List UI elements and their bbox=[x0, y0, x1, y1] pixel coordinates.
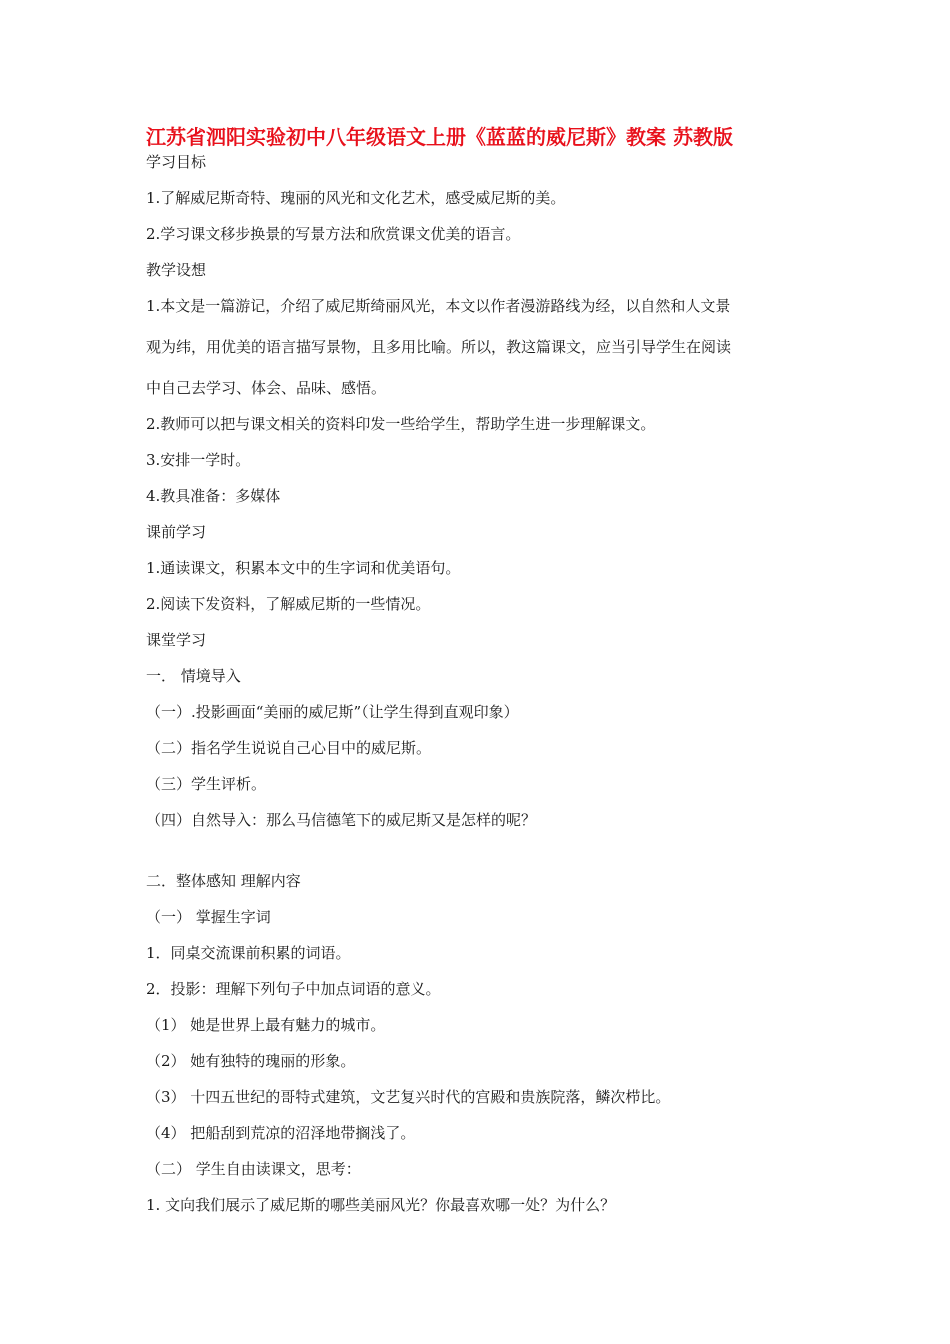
text-line: 2.教师可以把与课文相关的资料印发一些给学生，帮助学生进一步理解课文。 bbox=[146, 415, 656, 433]
text-line: （4） 把船刮到荒凉的沼泽地带搁浅了。 bbox=[146, 1124, 416, 1142]
text-line: （四）自然导入：那么马信德笔下的威尼斯又是怎样的呢？ bbox=[146, 811, 537, 829]
section-heading: 一． 情境导入 bbox=[146, 667, 241, 685]
heading-teaching-ideas: 教学设想 bbox=[146, 261, 207, 279]
text-line: 1.本文是一篇游记，介绍了威尼斯绮丽风光，本文以作者漫游路线为经，以自然和人文景 bbox=[146, 297, 731, 315]
text-line: 2.学习课文移步换景的写景方法和欣赏课文优美的语言。 bbox=[146, 225, 521, 243]
text-line: （1） 她是世界上最有魅力的城市。 bbox=[146, 1016, 386, 1034]
text-line: 2．投影：理解下列句子中加点词语的意义。 bbox=[146, 980, 441, 998]
text-line: 1.通读课文，积累本文中的生字词和优美语句。 bbox=[146, 559, 461, 577]
text-line: （一）.投影画面“美丽的威尼斯”（让学生得到直观印象） bbox=[146, 703, 519, 721]
text-line: 观为纬，用优美的语言描写景物，且多用比喻。所以，教这篇课文，应当引导学生在阅读 bbox=[146, 338, 732, 356]
heading-in-class: 课堂学习 bbox=[146, 631, 207, 649]
text-line: 3.安排一学时。 bbox=[146, 451, 251, 469]
text-line: 2.阅读下发资料，了解威尼斯的一些情况。 bbox=[146, 595, 431, 613]
text-line: 中自己去学习、体会、品味、感悟。 bbox=[146, 379, 387, 397]
text-line: 1.了解威尼斯奇特、瑰丽的风光和文化艺术，感受威尼斯的美。 bbox=[146, 189, 566, 207]
text-line: 1．同桌交流课前积累的词语。 bbox=[146, 944, 351, 962]
text-line: （2） 她有独特的瑰丽的形象。 bbox=[146, 1052, 356, 1070]
section-heading: 二．整体感知 理解内容 bbox=[146, 872, 301, 890]
subsection-heading: （一） 掌握生字词 bbox=[146, 908, 271, 926]
text-line: （二）指名学生说说自己心目中的威尼斯。 bbox=[146, 739, 432, 757]
text-line: 4.教具准备：多媒体 bbox=[146, 487, 281, 505]
subsection-heading: （二） 学生自由读课文，思考： bbox=[146, 1160, 361, 1178]
heading-learning-goals: 学习目标 bbox=[146, 153, 207, 171]
text-line: （三）学生评析。 bbox=[146, 775, 267, 793]
text-line: 1. 文向我们展示了威尼斯的哪些美丽风光？你最喜欢哪一处？为什么？ bbox=[146, 1196, 616, 1214]
document-title: 江苏省泗阳实验初中八年级语文上册《蓝蓝的威尼斯》教案 苏教版 bbox=[146, 125, 733, 149]
text-line: （3） 十四五世纪的哥特式建筑，文艺复兴时代的宫殿和贵族院落，鳞次栉比。 bbox=[146, 1088, 671, 1106]
heading-pre-class: 课前学习 bbox=[146, 523, 207, 541]
